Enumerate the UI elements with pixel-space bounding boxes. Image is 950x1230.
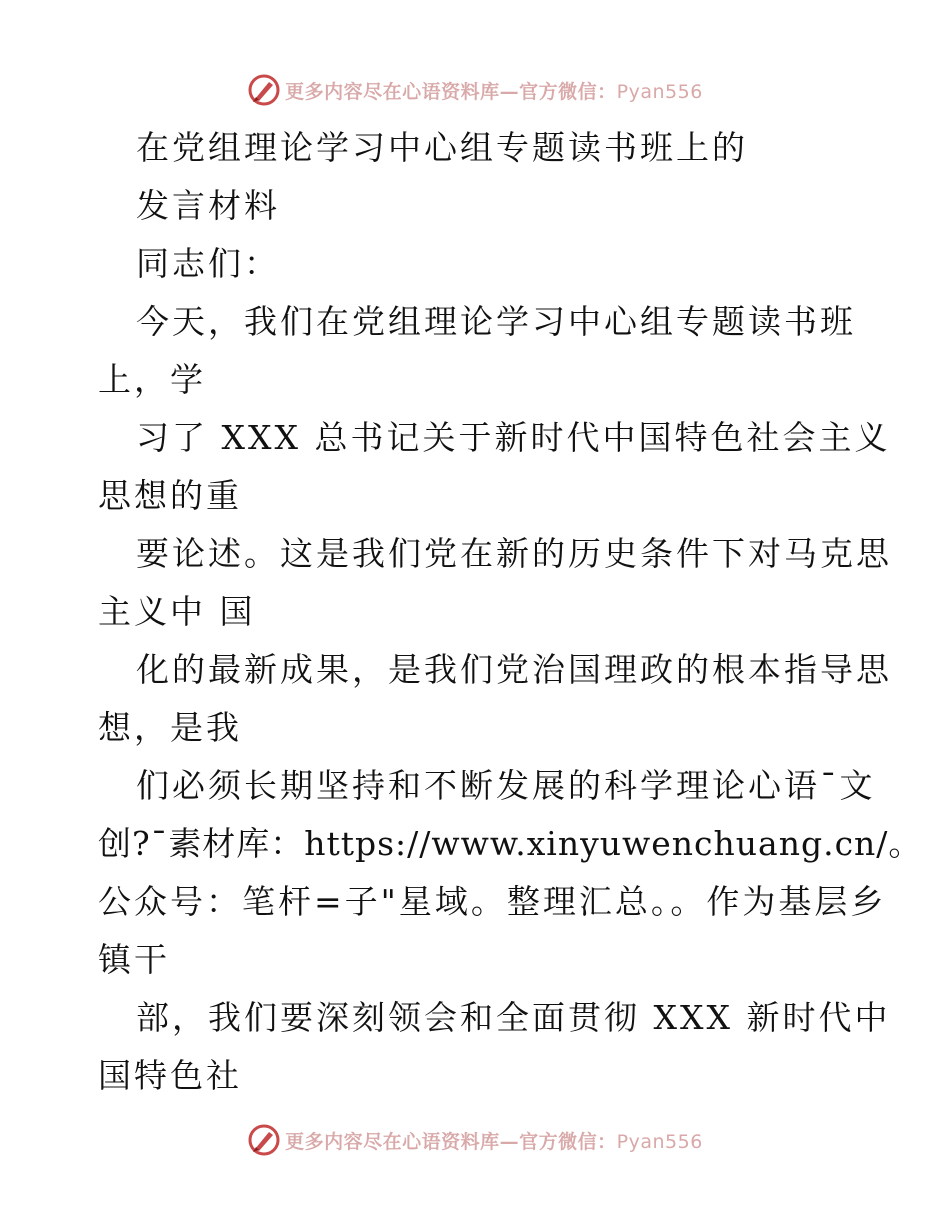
doc-line: 在党组理论学习中心组专题读书班上的 xyxy=(136,128,748,167)
doc-line: 镇干 xyxy=(98,940,170,979)
doc-line: 部，我们要深刻领会和全面贯彻 XXX 新时代中 xyxy=(136,998,891,1037)
footer-watermark-text: 更多内容尽在心语资料库—官方微信：Pyan556 xyxy=(285,1130,703,1153)
doc-line: 要论述。这是我们党在新的历史条件下对马克思 xyxy=(136,534,892,573)
doc-line: 今天，我们在党组理论学习中心组专题读书班 xyxy=(136,302,856,341)
doc-line: 国特色社 xyxy=(98,1056,242,1095)
doc-line: 思想的重 xyxy=(98,476,242,515)
doc-line: 们必须长期坚持和不断发展的科学理论心语¯文 xyxy=(136,766,876,805)
quill-pen-circle-icon xyxy=(247,1123,281,1157)
doc-line: 创?¯素材库：https://www.xinyuwenchuang.cn/。 xyxy=(98,824,923,863)
doc-line: 习了 XXX 总书记关于新时代中国特色社会主义 xyxy=(136,418,891,457)
header-watermark-banner xyxy=(0,70,950,110)
quill-pen-circle-icon xyxy=(247,73,281,107)
doc-line: 发言材料 xyxy=(136,186,280,225)
header-watermark-wechat: Pyan556 xyxy=(616,80,703,103)
doc-line: 上，学 xyxy=(98,360,206,399)
doc-line: 想，是我 xyxy=(98,708,242,747)
doc-line: 公众号：笔杆=子"星域。整理汇总。。作为基层乡 xyxy=(98,882,887,921)
doc-line: 化的最新成果，是我们党治国理政的根本指导思 xyxy=(136,650,892,689)
header-watermark-text: 更多内容尽在心语资料库—官方微信：Pyan556 xyxy=(285,80,703,103)
footer-watermark-banner xyxy=(0,1120,950,1160)
doc-line: 主义中 国 xyxy=(98,592,256,631)
doc-line: 同志们： xyxy=(136,244,280,283)
footer-watermark-wechat: Pyan556 xyxy=(616,1130,703,1153)
